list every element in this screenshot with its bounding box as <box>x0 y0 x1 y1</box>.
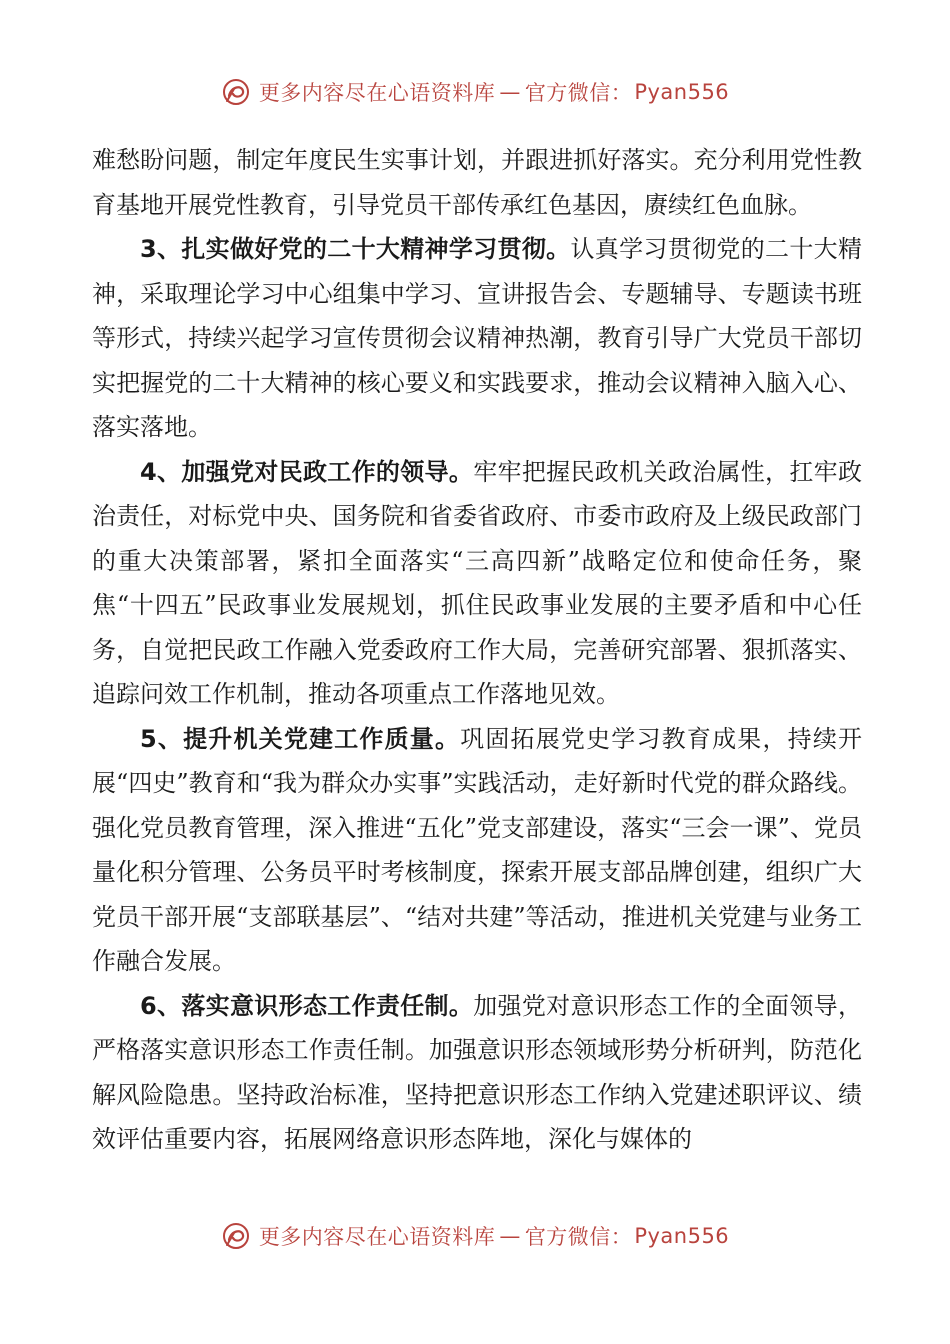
paragraph-body: 加强党对意识形态工作的全面领导，严格落实意识形态工作责任制。加强意识形态领域形势分析研判，防范化解风险隐患。坚持政治标准，坚持把意识形态工作纳入党建述职评议、绩效评估重要内容，拓展网络意识形态阵地，深化与媒体的 <box>92 991 862 1153</box>
paragraph-item-5 <box>92 717 862 984</box>
swirl-logo-icon <box>221 1221 251 1251</box>
paragraph-continuation <box>92 138 862 227</box>
swirl-logo-icon <box>221 77 251 107</box>
document-body <box>92 138 862 1162</box>
paragraph-heading: 6、落实意识形态工作责任制。 <box>140 991 474 1020</box>
paragraph-body: 认真学习贯彻党的二十大精神，采取理论学习中心组集中学习、宣讲报告会、专题辅导、专题读书班等形式，持续兴起学习宣传贯彻会议精神热潮，教育引导广大党员干部切实把握党的二十大精神的核心要义和实践要求，推动会议精神入脑入心、落实落地。 <box>92 235 862 441</box>
paragraph-body: 牢牢把握民政机关政治属性，扛牢政治责任，对标党中央、国务院和省委省政府、市委市政府及上级民政部门的重大决策部署，紧扣全面落实“三高四新”战略定位和使命任务，聚焦“十四五”民政事业发展规划，抓住民政事业发展的主要矛盾和中心任务，自觉把民政工作融入党委政府工作大局，完善研究部署、狠抓落实、追踪问效工作机制，推动各项重点工作落地见效。 <box>92 457 862 708</box>
watermark-text: 更多内容尽在心语资料库 <box>258 1225 496 1249</box>
watermark-separator: — <box>499 1224 521 1248</box>
footer-watermark <box>0 1216 950 1256</box>
header-watermark <box>0 72 950 112</box>
paragraph-heading: 5、提升机关党建工作质量。 <box>140 724 461 753</box>
paragraph-item-3 <box>92 227 862 450</box>
watermark-label: 官方微信： <box>524 81 633 105</box>
watermark-label: 官方微信： <box>524 1225 633 1249</box>
watermark-account: Pyan556 <box>634 80 730 104</box>
paragraph-body: 难愁盼问题，制定年度民生实事计划，并跟进抓好落实。充分利用党性教育基地开展党性教育，引导党员干部传承红色基因，赓续红色血脉。 <box>92 146 862 219</box>
paragraph-heading: 3、扎实做好党的二十大精神学习贯彻。 <box>140 235 571 263</box>
watermark-text: 更多内容尽在心语资料库 <box>258 81 496 105</box>
paragraph-body: 巩固拓展党史学习教育成果，持续开展“四史”教育和“我为群众办实事”实践活动，走好新时代党的群众路线。强化党员教育管理，深入推进“五化”党支部建设，落实“三会一课”、党员量化积分管理、公务员平时考核制度，探索开展支部品牌创建，组织广大党员干部开展“支部联基层”、“结对共建”等活动，推进机关党建与业务工作融合发展。 <box>92 724 863 975</box>
watermark-separator: — <box>499 80 521 104</box>
paragraph-heading: 4、加强党对民政工作的领导。 <box>140 457 474 486</box>
paragraph-item-4 <box>92 450 862 717</box>
paragraph-item-6 <box>92 984 862 1162</box>
watermark-account: Pyan556 <box>634 1224 730 1248</box>
